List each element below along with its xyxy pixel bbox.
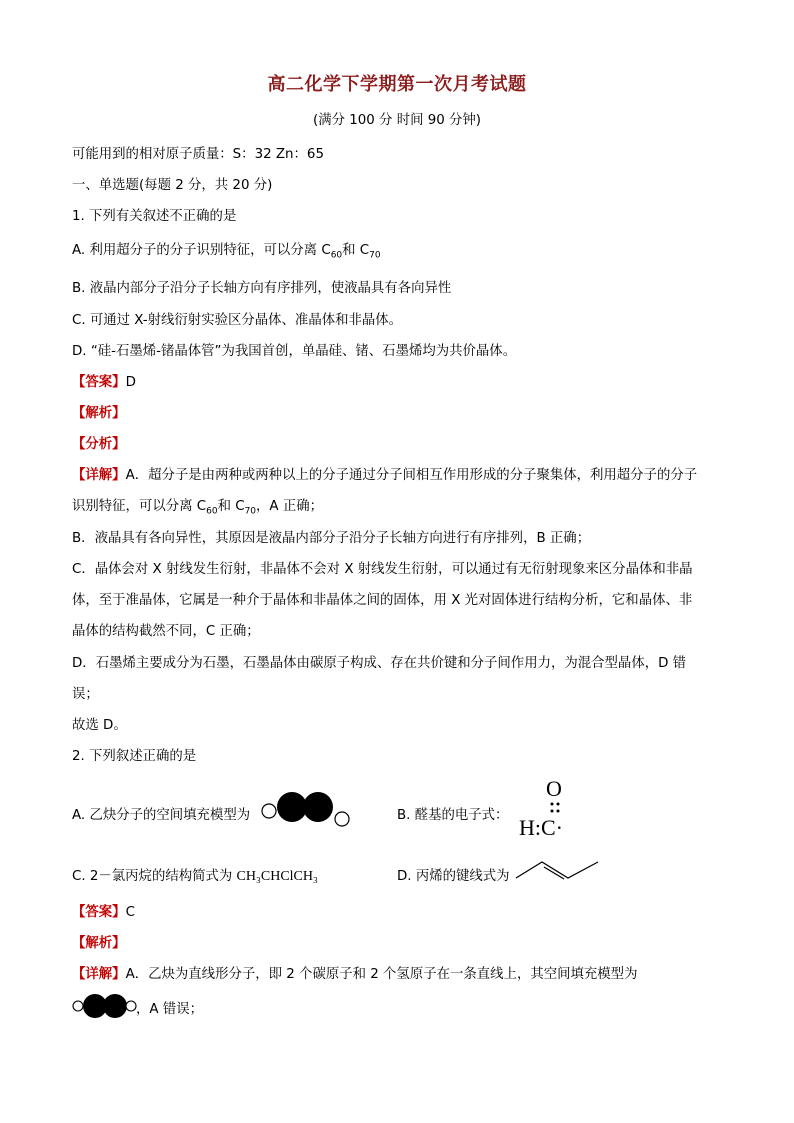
q1-detail-a-sub1: 60 — [206, 506, 218, 517]
q1-stem: 1. 下列有关叙述不正确的是 — [72, 209, 237, 224]
q1-option-d: D. “硅-石墨烯-锗晶体管”为我国首创，单晶硅、锗、石墨烯均为共价晶体。 — [72, 344, 517, 359]
q1-detail-d-line2: 误； — [72, 687, 99, 702]
q1-answer — [72, 371, 136, 390]
q1-detail-a-line2-post: ，A 正确； — [256, 499, 324, 514]
q1-option-a-sub2: 70 — [369, 250, 381, 261]
q2-answer-value: C — [125, 905, 135, 920]
q1-detail-a-line2-pre: 识别特征，可以分离 C — [72, 499, 207, 514]
q1-detail-a-text: A．超分子是由两种或两种以上的分子通过分子间相互作用形成的分子聚集体，利用超分子的分子 — [125, 468, 698, 483]
exam-info: (满分 100 分 时间 90 分钟) — [312, 113, 482, 128]
q2-option-c — [72, 865, 318, 885]
q1-fenxi-tag: 【分析】 — [72, 437, 126, 452]
aldehyde-formula-hc: H:C· — [519, 815, 563, 840]
q2-option-d: D. 丙烯的键线式为 — [397, 869, 510, 884]
q2-option-b: B. 醛基的电子式： — [397, 808, 509, 823]
q1-option-a-mid: 和 C — [342, 243, 370, 258]
q2-detail-a-line1 — [72, 963, 637, 982]
q2-analysis-tag: 【解析】 — [72, 936, 126, 951]
q1-analysis-tag: 【解析】 — [72, 406, 126, 421]
q2-answer — [72, 901, 135, 920]
q2-option-c-text: C. 2－氯丙烷的结构简式为 — [72, 869, 237, 884]
q1-detail-a-sub2: 70 — [244, 506, 257, 517]
aldehyde-formula-o: O — [546, 776, 562, 801]
acetylene-model-small-icon — [72, 993, 136, 1019]
acetylene-space-filling-model-icon — [260, 789, 354, 829]
q1-option-c: C. 可通过 X-射线衍射实验区分晶体、准晶体和非晶体。 — [72, 313, 403, 328]
section-heading: 一、单选题(每题 2 分，共 20 分) — [72, 178, 273, 193]
page-title: 高二化学下学期第一次月考试题 — [267, 74, 527, 95]
q1-detail-a-line2 — [72, 495, 323, 517]
q1-option-a-sub1: 60 — [330, 250, 343, 261]
q1-option-a — [72, 239, 381, 261]
q1-detail-b: B．液晶具有各向异性，其原因是液晶内部分子沿分子长轴方向进行有序排列，B 正确； — [72, 531, 591, 546]
q2-answer-tag: 【答案】 — [72, 905, 126, 920]
q1-detail-a-line2-mid: 和 C — [217, 499, 245, 514]
q1-conclusion: 故选 D。 — [72, 718, 127, 733]
q2-option-a: A. 乙炔分子的空间填充模型为 — [72, 808, 251, 823]
q2-detail-a-text: A．乙炔为直线形分子，即 2 个碳原子和 2 个氢原子在一条直线上，其空间填充模型为 — [125, 967, 638, 982]
q1-detail-a-line1 — [72, 464, 697, 483]
propene-skeletal-formula-icon — [514, 858, 600, 882]
q1-answer-tag: 【答案】 — [72, 375, 126, 390]
q2-detail-a-line2: ，A 错误； — [136, 1002, 203, 1017]
q1-option-b: B. 液晶内部分子沿分子长轴方向有序排列，使液晶具有各向异性 — [72, 281, 452, 296]
q1-detail-c-line3: 晶体的结构截然不同，C 正确； — [72, 624, 260, 639]
q2-detail-tag: 【详解】 — [72, 967, 126, 982]
q1-detail-c-line1: C．晶体会对 X 射线发生衍射，非晶体不会对 X 射线发生衍射，可以通过有无衍射现象来区分晶体和非晶 — [72, 562, 693, 577]
q1-answer-value: D — [125, 375, 136, 390]
q1-option-a-text: A. 利用超分子的分子识别特征，可以分离 C — [72, 243, 331, 258]
q2-stem: 2. 下列叙述正确的是 — [72, 749, 197, 764]
atomic-masses: 可能用到的相对原子质量：S：32 Zn：65 — [72, 147, 324, 162]
q1-detail-c-line2: 体，至于准晶体，它属是一种介于晶体和非晶体之间的固体，用 X 光对固体进行结构分析，它和晶体、非 — [72, 593, 693, 608]
q1-detail-tag: 【详解】 — [72, 468, 126, 483]
q1-detail-d-line1: D．石墨烯主要成分为石墨，石墨晶体由碳原子构成、存在共价键和分子间作用力，为混合型晶体，D 错 — [72, 656, 687, 671]
q2-option-c-formula: CH₃CHClCH₃ — [236, 869, 318, 884]
